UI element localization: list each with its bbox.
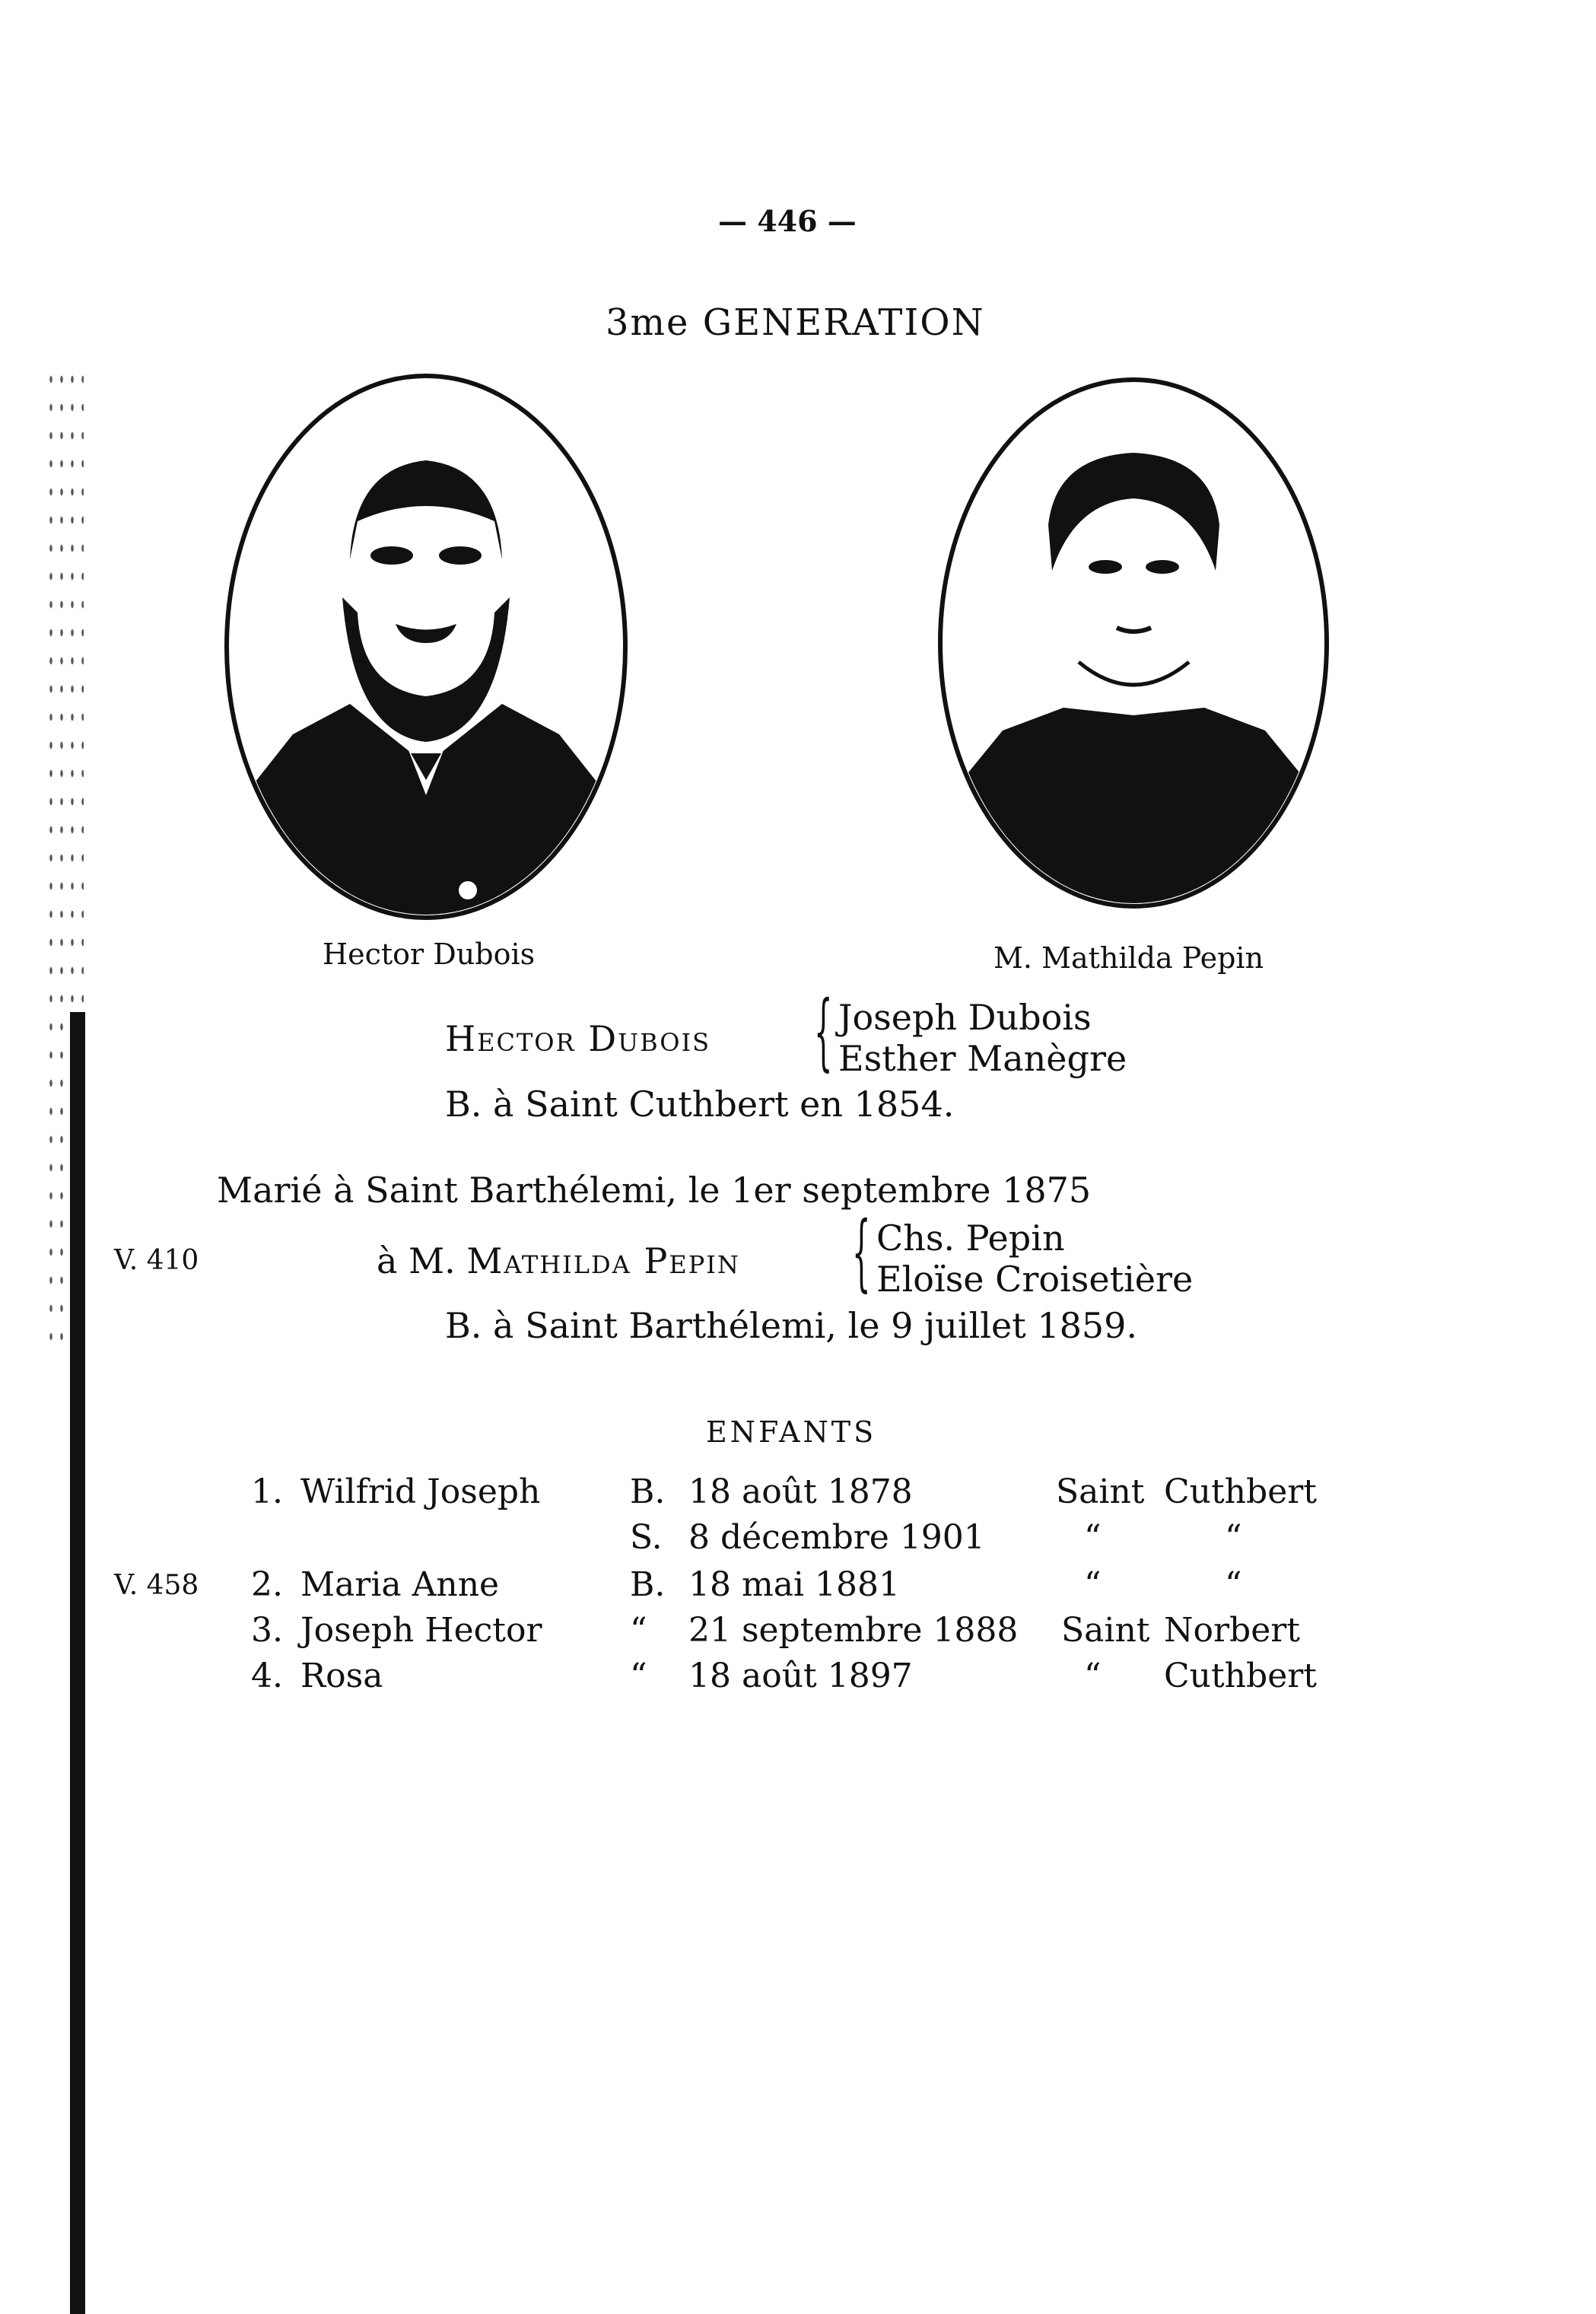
portrait-mathilda-pepin [934,373,1334,913]
husband-parents-brace: { [814,982,833,1080]
child-place-2: Cuthbert [1164,1472,1317,1511]
child-place-1: “ [1084,1565,1102,1604]
child-place-2: Cuthbert [1164,1657,1317,1695]
portrait-caption-left: Hector Dubois [323,937,536,971]
child-num: 2. [251,1565,283,1604]
wife-parents-brace: { [852,1203,871,1300]
child-name: Rosa [300,1657,383,1695]
wife-mother: Eloïse Croisetière [876,1259,1194,1300]
child-ref: V. 458 [114,1570,199,1601]
child-record-type: S. [630,1518,663,1557]
child-name: Joseph Hector [300,1611,542,1650]
wife-birth: B. à Saint Barthélemi, le 9 juillet 1859. [445,1305,1138,1346]
husband-parents [838,997,1127,1079]
husband-birth: B. à Saint Cuthbert en 1854. [445,1084,955,1125]
child-place-1: “ [1084,1518,1102,1557]
marriage-text: Marié à Saint Barthélemi, le 1er septembre 1875 [217,1170,1092,1211]
child-num: 3. [251,1611,283,1650]
portrait-hector-dubois [221,369,631,925]
binding-edge [70,1012,85,2314]
child-name: Maria Anne [300,1565,500,1604]
wife-father: Chs. Pepin [876,1217,1065,1259]
child-place-1: “ [1084,1657,1102,1695]
child-date: 21 septembre 1888 [688,1611,1019,1650]
page-number: — 446 — [718,204,857,238]
wife-name: Mathilda Pepin [466,1240,740,1281]
child-record-type: B. [630,1565,666,1604]
marriage-prefix: à M. [377,1240,456,1281]
child-record-type: B. [630,1472,666,1511]
wife-parents [876,1217,1193,1300]
child-record-type: “ [630,1657,647,1695]
children-title: ENFANTS [706,1415,877,1449]
child-num: 4. [251,1657,283,1695]
child-num: 1. [251,1472,283,1511]
child-place-2: “ [1225,1518,1242,1557]
child-place-2: Norbert [1164,1611,1300,1650]
child-place-1: Saint [1061,1611,1150,1650]
husband-father: Joseph Dubois [838,997,1092,1038]
child-place-1: Saint [1056,1472,1145,1511]
husband-mother: Esther Manègre [838,1038,1127,1079]
child-place-2: “ [1225,1565,1242,1604]
child-date: 8 décembre 1901 [688,1518,985,1557]
marriage-ref: V. 410 [114,1245,199,1276]
child-record-type: “ [630,1611,647,1650]
child-name: Wilfrid Joseph [300,1472,541,1511]
generation-title: 3me GENERATION [606,301,985,344]
child-date: 18 août 1878 [688,1472,913,1511]
child-date: 18 mai 1881 [688,1565,900,1604]
portrait-caption-right: M. Mathilda Pepin [994,941,1264,975]
child-date: 18 août 1897 [688,1657,913,1695]
husband-name: Hector Dubois [445,1018,711,1059]
